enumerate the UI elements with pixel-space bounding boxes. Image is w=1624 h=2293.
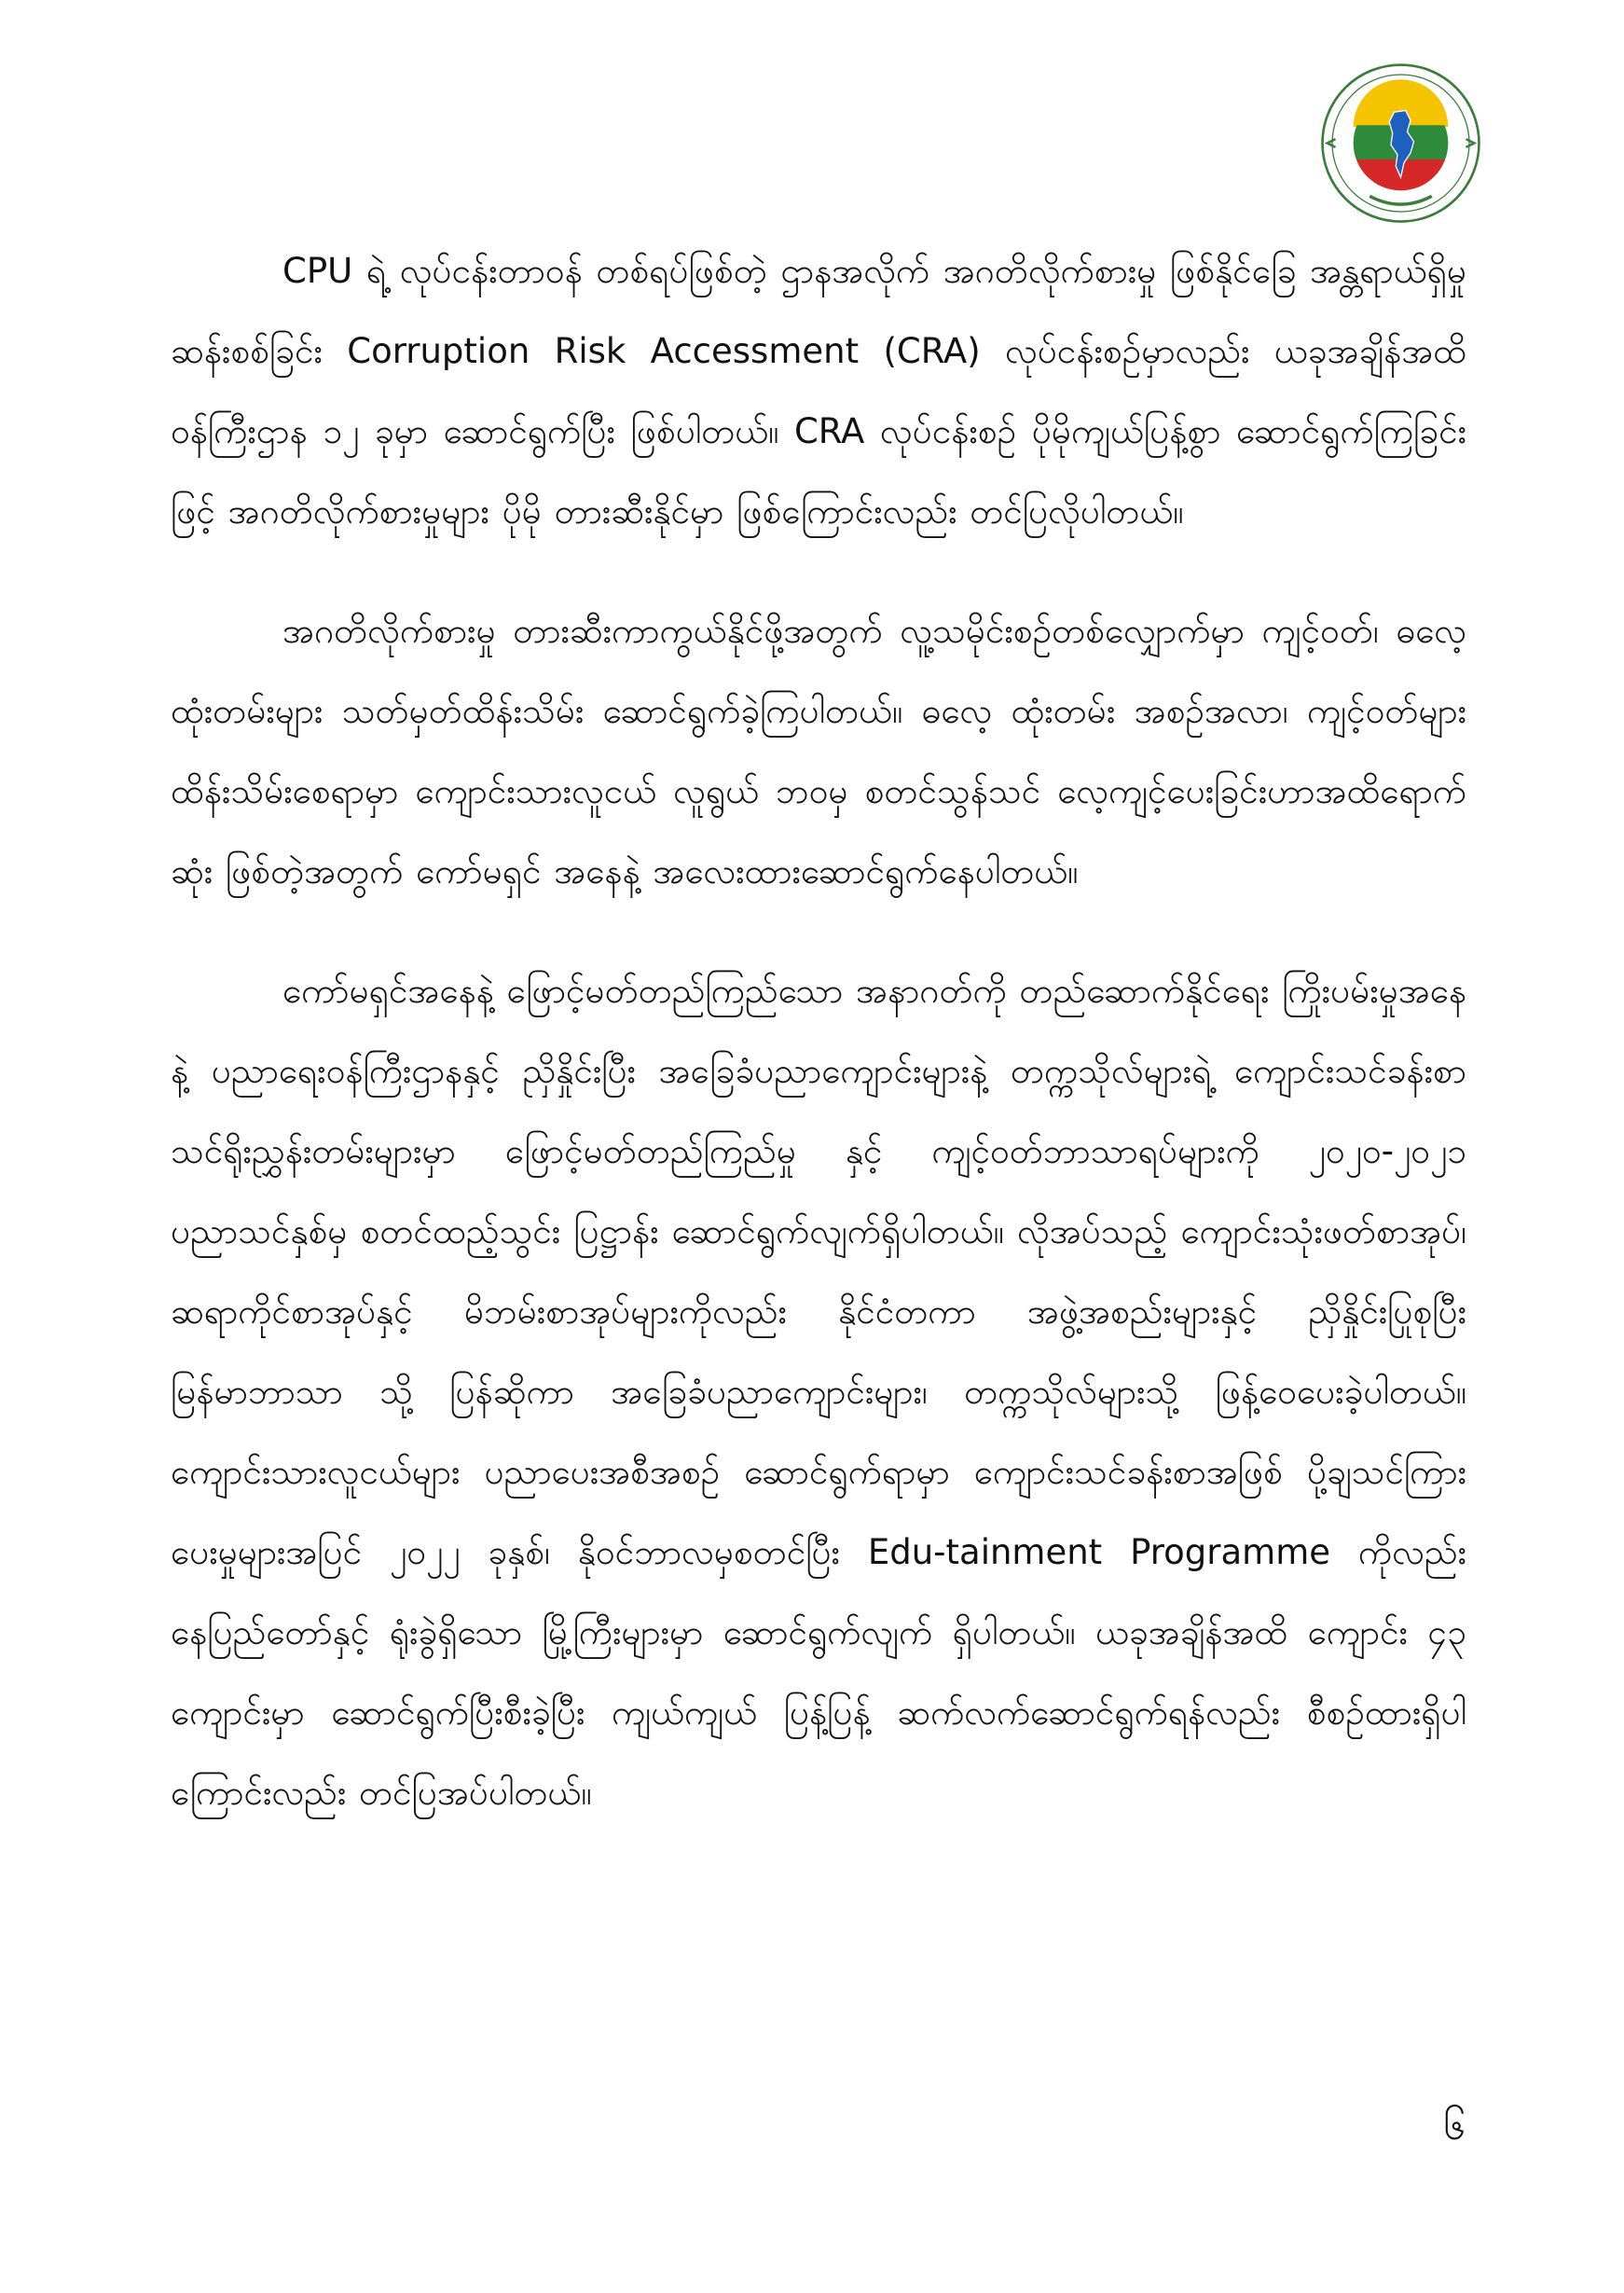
paragraph-education-integrity: ကော်မရှင်အနေနဲ့ ဖြောင့်မတ်တည်ကြည်သော အနာဂတ်ကို တည်ဆောက်နိုင်ရေး ကြိုးပမ်းမှုအနေနဲ့ ပညာရေးဝန်ကြီးဌာနနှင့် ညှိနှိုင်းပြီး အခြေခံပညာကျောင်းများနဲ့ တက္ကသိုလ်များရဲ့ ကျောင်းသင်ခန်းစာ သင်ရိုးညွှန်းတမ်းများမှာ ဖြောင့်မတ်တည်ကြည်မှု နှင့် ကျင့်ဝတ်ဘာသာရပ်များကို ၂၀၂၀-၂၀၂၁ ပညာသင်နှစ်မှ စတင်ထည့်သွင်း ပြဋ္ဌာန်း ဆောင်ရွက်လျက်ရှိပါတယ်။ လိုအပ်သည့် ကျောင်းသုံးဖတ်စာအုပ်၊ ဆရာကိုင်စာအုပ်နှင့် မိဘမ်းစာအုပ်များကိုလည်း နိုင်ငံတကာ အဖွဲ့အစည်းများနှင့် ညှိနှိုင်းပြုစုပြီး မြန်မာဘာသာ သို့ ပြန်ဆိုကာ အခြေခံပညာကျောင်းများ၊ တက္ကသိုလ်များသို့ ဖြန့်ဝေပေးခဲ့ပါတယ်။ ကျောင်းသားလူငယ်များ ပညာပေးအစီအစဉ် ဆောင်ရွက်ရာမှာ ကျောင်းသင်ခန်းစာအဖြစ် ပို့ချသင်ကြားပေးမှုများအပြင် ၂၀၂၂ ခုနှစ်၊ နိုဝင်ဘာလမှစတင်ပြီး Edu-tainment Programme ကိုလည်း နေပြည်တော်နှင့် ရုံးခွဲရှိသော မြို့ကြီးများမှာ ဆောင်ရွက်လျက် ရှိပါတယ်။ ယခုအချိန်အထိ ကျောင်း ၄၃ ကျောင်းမှာ ဆောင်ရွက်ပြီးစီးခဲ့ပြီး ကျယ်ကျယ် ပြန့်ပြန့် ဆက်လက်ဆောင်ရွက်ရန်လည်း စီစဉ်ထားရှိပါကြောင်းလည်း တင်ပြအပ်ပါတယ်။ [171,971,1466,1813]
page-number: ၆ [1443,2103,1466,2148]
document-body [171,231,1466,1872]
organization-seal-icon [1319,62,1482,225]
paragraph-ethics-tradition: အဂတိလိုက်စားမှု တားဆီးကာကွယ်နိုင်ဖို့အတွက် လူ့သမိုင်းစဉ်တစ်လျှောက်မှာ ကျင့်ဝတ်၊ ဓလေ့ထုံးတမ်းများ သတ်မှတ်ထိန်းသိမ်း ဆောင်ရွက်ခဲ့ကြပါတယ်။ ဓလေ့ ထုံးတမ်း အစဉ်အလာ၊ ကျင့်ဝတ်များ ထိန်းသိမ်းစေရာမှာ ကျောင်းသားလူငယ် လူရွယ် ဘဝမှ စတင်သွန်သင် လေ့ကျင့်ပေးခြင်းဟာအထိရောက်ဆုံး ဖြစ်တဲ့အတွက် ကော်မရှင် အနေနဲ့ အလေးထားဆောင်ရွက်နေပါတယ်။ [171,611,1466,891]
paragraph-cra: CPU ရဲ့ လုပ်ငန်းတာဝန် တစ်ရပ်ဖြစ်တဲ့ ဌာနအလိုက် အဂတိလိုက်စားမှု ဖြစ်နိုင်ခြေ အန္တရာယ်ရှိမှု ဆန်းစစ်ခြင်း Corruption Risk Accessment (CRA) လုပ်ငန်းစဉ်မှာလည်း ယခုအချိန်အထိ ဝန်ကြီးဌာန ၁၂ ခုမှာ ဆောင်ရွက်ပြီး ဖြစ်ပါတယ်။ CRA လုပ်ငန်းစဉ် ပိုမိုကျယ်ပြန့်စွာ ဆောင်ရွက်ကြခြင်းဖြင့် အဂတိလိုက်စားမှုများ ပိုမို တားဆီးနိုင်မှာ ဖြစ်ကြောင်းလည်း တင်ပြလိုပါတယ်။ [171,251,1466,532]
